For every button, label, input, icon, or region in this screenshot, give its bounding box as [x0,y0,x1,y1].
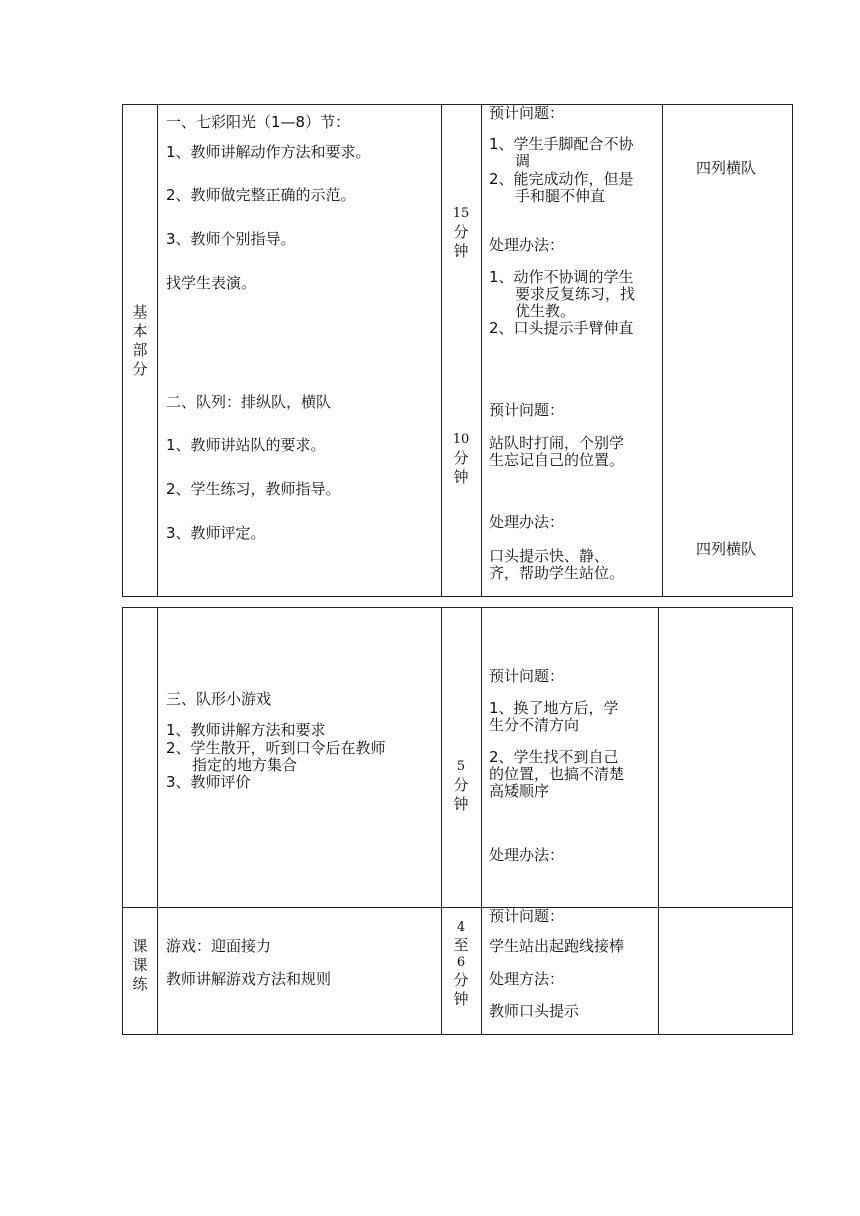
section-label-practice [122,937,158,994]
notes-line: 口头提示快、静、 [489,547,610,565]
time-value: 6 [456,955,466,970]
table-border-top [122,607,793,608]
notes-line: 齐，帮助学生站位。 [489,564,625,582]
notes-heading: 处理方法： [489,970,565,988]
table-divider [441,104,442,597]
table-border-bottom [122,1034,793,1035]
table-divider [441,607,442,1035]
time-unit: 钟 [453,242,469,260]
notes-heading: 预计问题： [489,907,565,925]
notes-heading: 处理办法： [489,236,565,254]
section-label-char: 练 [132,975,148,993]
time-unit: 分 [453,971,469,989]
notes-line: 1、动作不协调的学生 [489,268,634,286]
time-duration [443,757,479,814]
table-divider [662,104,663,597]
notes-line: 1、学生手脚配合不协 [489,135,634,153]
notes-line: 的位置，也搞不清楚 [489,765,625,783]
notes-line: 2、学生找不到自己 [489,748,619,766]
game-description: 教师讲解游戏方法和规则 [166,970,332,988]
time-unit: 至 [453,936,469,954]
content-heading: 三、队形小游戏 [166,690,272,708]
time-unit: 分 [453,449,469,467]
table-border-top [122,104,793,105]
table-divider [481,104,482,597]
notes-line: 优生教。 [515,302,576,320]
notes-line: 调 [515,152,531,170]
notes-line: 手和腿不伸直 [515,187,606,205]
notes-line: 学生站出起跑线接棒 [489,937,625,955]
formation-label: 四列横队 [696,540,757,558]
content-line: 2、教师做完整正确的示范。 [166,186,356,204]
content-heading: 二、队列：排纵队，横队 [166,393,332,411]
time-value: 10 [452,432,470,447]
time-unit: 分 [453,223,469,241]
table-row-divider [122,907,793,908]
notes-heading: 预计问题： [489,667,565,685]
section-label-char: 课 [132,937,148,955]
notes-line: 2、能完成动作，但是 [489,170,634,188]
content-line: 3、教师评价 [166,773,251,791]
table-border-right [792,104,793,597]
content-line: 3、教师评定。 [166,524,266,542]
formation-label: 四列横队 [696,159,757,177]
notes-line: 生忘记自己的位置。 [489,451,625,469]
game-title: 游戏：迎面接力 [166,937,272,955]
section-label-char: 部 [132,341,148,359]
notes-heading: 预计问题： [489,401,565,419]
notes-line: 站队时打闹，个别学 [489,434,625,452]
time-value: 5 [456,759,466,774]
section-label-char: 分 [132,360,148,378]
notes-line: 高矮顺序 [489,782,550,800]
content-line: 2、学生练习，教师指导。 [166,480,341,498]
time-duration [443,204,479,261]
section-label-char: 本 [132,322,148,340]
time-value: 4 [456,920,466,935]
notes-line: 生分不清方向 [489,716,580,734]
table-border-right [792,607,793,1035]
content-line: 指定的地方集合 [192,756,298,774]
notes-heading: 处理办法： [489,846,565,864]
notes-heading: 预计问题： [489,104,565,122]
time-unit: 钟 [453,990,469,1008]
section-label-char: 课 [132,956,148,974]
notes-heading: 处理办法： [489,513,565,531]
notes-line: 教师口头提示 [489,1002,580,1020]
content-line: 1、教师讲解方法和要求 [166,721,326,739]
content-line: 2、学生散开，听到口令后在教师 [166,739,386,757]
section-label-basic [122,303,158,379]
time-duration [443,430,479,487]
content-line: 3、教师个别指导。 [166,230,296,248]
content-line: 找学生表演。 [166,274,257,292]
table-divider [481,607,482,1035]
content-heading: 一、七彩阳光（1—8）节： [166,113,351,131]
table-border-bottom [122,596,793,597]
notes-line: 2、口头提示手臂伸直 [489,319,634,337]
section-label-char: 基 [132,303,148,321]
notes-line: 1、换了地方后，学 [489,699,619,717]
time-unit: 分 [453,776,469,794]
notes-line: 要求反复练习，找 [515,285,636,303]
content-line: 1、教师讲解动作方法和要求。 [166,143,371,161]
time-duration [443,920,479,1009]
content-line: 1、教师讲站队的要求。 [166,436,326,454]
time-value: 15 [452,206,470,221]
time-unit: 钟 [453,795,469,813]
time-unit: 钟 [453,468,469,486]
table-divider [658,607,659,1035]
